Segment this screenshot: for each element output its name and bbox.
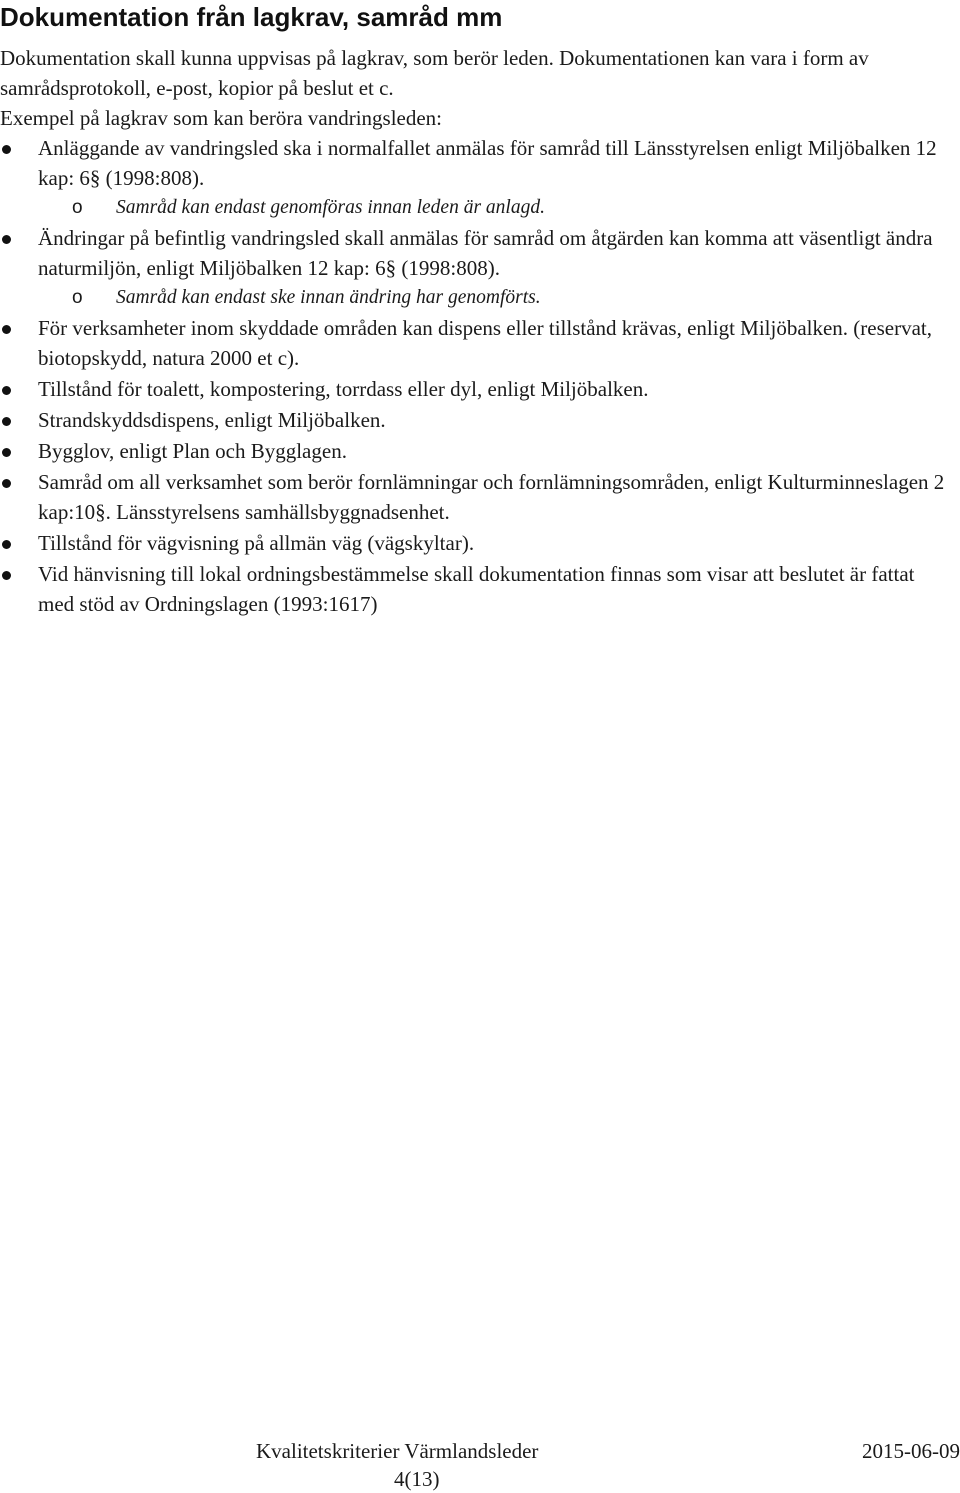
bullet-icon bbox=[2, 235, 11, 244]
sub-list-item bbox=[0, 283, 945, 313]
list-item bbox=[0, 528, 945, 558]
list-item bbox=[0, 405, 945, 435]
list-item bbox=[0, 559, 945, 619]
list-item bbox=[0, 436, 945, 466]
intro-paragraph: Dokumentation skall kunna uppvisas på lagkrav, som berör leden. Dokumentationen kan vara i form av samrådsprotokoll, e-post, kopior på beslut et c. bbox=[0, 46, 869, 100]
bullet-icon bbox=[2, 325, 11, 334]
lagkrav-list bbox=[0, 133, 945, 619]
examples-intro: Exempel på lagkrav som kan beröra vandringsleden: bbox=[0, 106, 443, 130]
list-item-text: Anläggande av vandringsled ska i normalfallet anmälas för samråd till Länsstyrelsen enligt Miljöbalken 12 kap: 6§ (1998:808). bbox=[38, 136, 937, 190]
footer-document-title: Kvalitetskriterier Värmlandsleder bbox=[256, 1439, 539, 1463]
document-body bbox=[0, 43, 945, 619]
list-item bbox=[0, 374, 945, 404]
list-item bbox=[0, 223, 945, 313]
list-item-text: Tillstånd för vägvisning på allmän väg (vägskyltar). bbox=[38, 531, 475, 555]
footer-date: 2015-06-09 bbox=[862, 1439, 960, 1463]
sub-bullet-marker: o bbox=[72, 287, 83, 308]
bullet-icon bbox=[2, 417, 11, 426]
list-item-text: Ändringar på befintlig vandringsled skall anmälas för samråd om åtgärden kan komma att väsentligt ändra naturmiljön, enligt Miljöbalken 12 kap: 6§ (1998:808). bbox=[38, 226, 933, 280]
list-item-text: För verksamheter inom skyddade områden kan dispens eller tillstånd krävas, enligt Miljöbalken. (reservat, biotopskydd, natura 2000 et c). bbox=[38, 316, 933, 370]
page-heading: Dokumentation från lagkrav, samråd mm bbox=[0, 2, 503, 32]
bullet-icon bbox=[2, 386, 11, 395]
list-item-text: Strandskyddsdispens, enligt Miljöbalken. bbox=[38, 408, 386, 432]
bullet-icon bbox=[2, 479, 11, 488]
sub-list-item bbox=[0, 193, 945, 223]
bullet-icon bbox=[2, 571, 11, 580]
bullet-icon bbox=[2, 448, 11, 457]
sub-bullet-marker: o bbox=[72, 197, 83, 218]
footer-page-number: 4(13) bbox=[394, 1467, 440, 1491]
bullet-icon bbox=[2, 540, 11, 549]
sub-list-item-text: Samråd kan endast genomföras innan leden är anlagd. bbox=[116, 197, 545, 218]
list-item bbox=[0, 313, 945, 373]
list-item-text: Vid hänvisning till lokal ordningsbestämmelse skall dokumentation finnas som visar att beslutet är fattat med stöd av Ordningslagen (1993:1617) bbox=[38, 562, 915, 616]
list-item bbox=[0, 467, 945, 527]
list-item-text: Bygglov, enligt Plan och Bygglagen. bbox=[38, 439, 347, 463]
bullet-icon bbox=[2, 145, 11, 154]
list-item bbox=[0, 133, 945, 223]
sub-list-item-text: Samråd kan endast ske innan ändring har genomförts. bbox=[116, 287, 541, 308]
list-item-text: Samråd om all verksamhet som berör fornlämningar och fornlämningsområden, enligt Kulturminneslagen 2 kap:10§. Länsstyrelsens samhällsbyggnadsenhet. bbox=[38, 470, 945, 524]
list-item-text: Tillstånd för toalett, kompostering, torrdass eller dyl, enligt Miljöbalken. bbox=[38, 377, 649, 401]
